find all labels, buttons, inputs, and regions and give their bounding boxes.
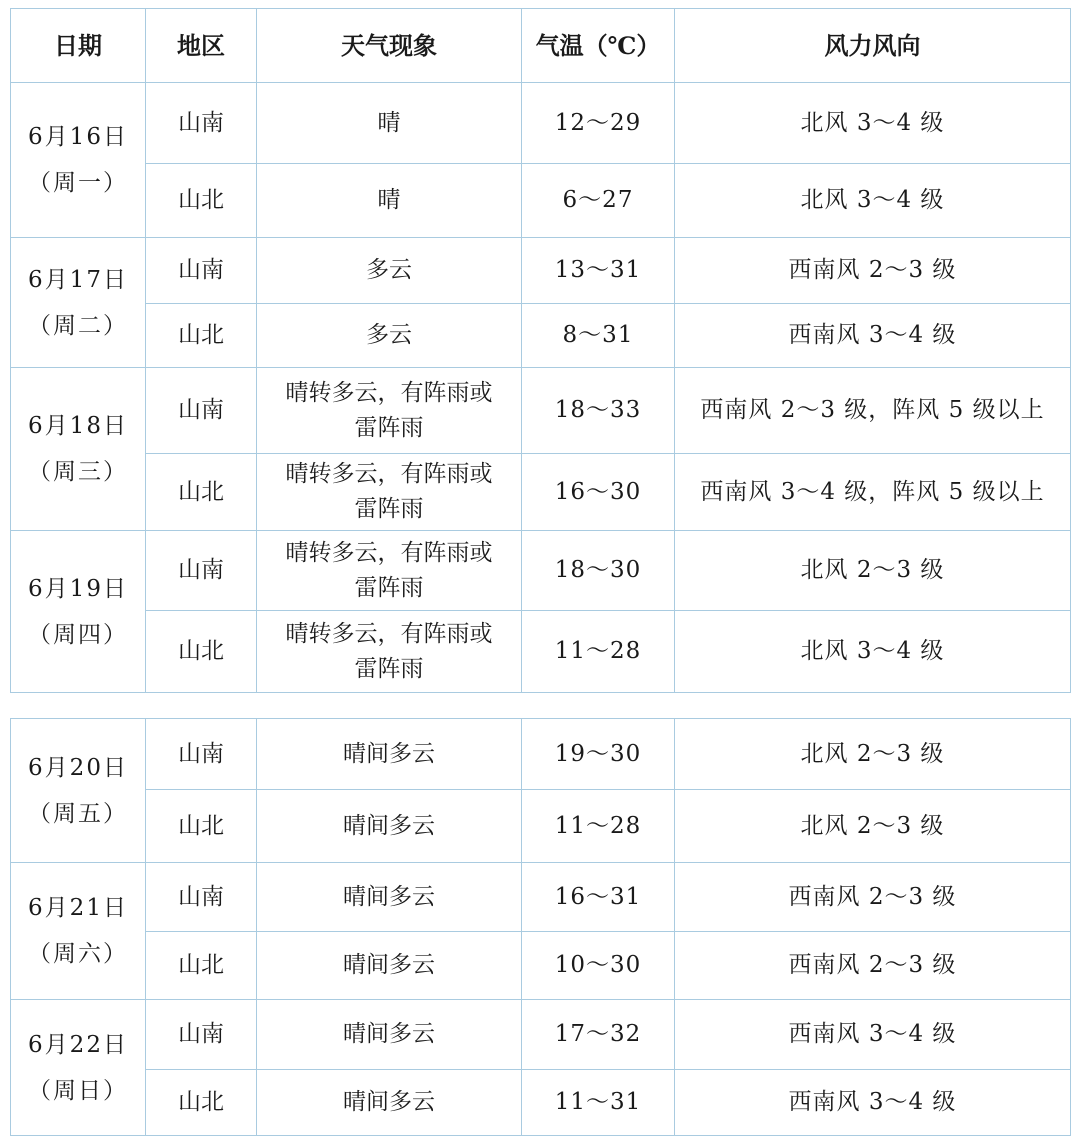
temp-cell: 6～27 xyxy=(522,164,675,238)
weather-cell: 晴间多云 xyxy=(257,719,522,790)
region-cell: 山南 xyxy=(146,238,257,304)
region-cell: 山北 xyxy=(146,164,257,238)
date-cell xyxy=(11,368,146,531)
wind-cell: 西南风 3～4 级，阵风 5 级以上 xyxy=(675,454,1071,531)
temp-cell: 16～31 xyxy=(522,863,675,932)
temp-cell: 12～29 xyxy=(522,83,675,164)
temp-cell: 16～30 xyxy=(522,454,675,531)
wind-cell: 北风 2～3 级 xyxy=(675,790,1071,863)
weather-cell: 晴转多云，有阵雨或雷阵雨 xyxy=(257,611,522,693)
weather-cell: 晴间多云 xyxy=(257,1070,522,1136)
date-cell xyxy=(11,719,146,863)
table-row xyxy=(11,932,1071,1000)
weather-cell: 晴 xyxy=(257,83,522,164)
weather-cell: 晴 xyxy=(257,164,522,238)
date-cell xyxy=(11,1000,146,1136)
table-row xyxy=(11,83,1071,164)
weekday-label: （周六） xyxy=(28,941,128,967)
wind-cell: 北风 3～4 级 xyxy=(675,611,1071,693)
region-cell: 山北 xyxy=(146,932,257,1000)
date-cell xyxy=(11,83,146,238)
forecast-table-2 xyxy=(10,718,1071,1136)
weather-cell: 多云 xyxy=(257,238,522,304)
weather-cell: 晴间多云 xyxy=(257,932,522,1000)
weekday-label: （周二） xyxy=(28,312,128,339)
header-date: 日期 xyxy=(11,9,146,83)
wind-cell: 西南风 2～3 级 xyxy=(675,863,1071,932)
table-row xyxy=(11,719,1071,790)
table-row xyxy=(11,454,1071,531)
region-cell: 山南 xyxy=(146,863,257,932)
date-label: 6月19日 xyxy=(28,575,128,602)
weekday-label: （周五） xyxy=(28,800,128,827)
weather-cell: 多云 xyxy=(257,304,522,368)
wind-cell: 北风 3～4 级 xyxy=(675,164,1071,238)
date-label: 6月17日 xyxy=(28,266,128,293)
weather-cell: 晴转多云，有阵雨或雷阵雨 xyxy=(257,368,522,454)
temp-cell: 18～33 xyxy=(522,368,675,454)
wind-cell: 西南风 3～4 级 xyxy=(675,1000,1071,1070)
temp-cell: 11～28 xyxy=(522,611,675,693)
table-row xyxy=(11,238,1071,304)
region-cell: 山北 xyxy=(146,304,257,368)
table-row xyxy=(11,164,1071,238)
temp-cell: 17～32 xyxy=(522,1000,675,1070)
table-row xyxy=(11,1000,1071,1070)
date-cell xyxy=(11,531,146,693)
weather-cell: 晴间多云 xyxy=(257,790,522,863)
temp-cell: 13～31 xyxy=(522,238,675,304)
wind-cell: 北风 3～4 级 xyxy=(675,83,1071,164)
temp-cell: 11～31 xyxy=(522,1070,675,1136)
wind-cell: 西南风 3～4 级 xyxy=(675,304,1071,368)
temp-cell: 8～31 xyxy=(522,304,675,368)
table-row xyxy=(11,304,1071,368)
header-region: 地区 xyxy=(146,9,257,83)
table-row xyxy=(11,790,1071,863)
weekday-label: （周日） xyxy=(28,1077,128,1104)
weekday-label: （周三） xyxy=(28,459,128,485)
wind-cell: 北风 2～3 级 xyxy=(675,719,1071,790)
wind-cell: 西南风 2～3 级，阵风 5 级以上 xyxy=(675,368,1071,454)
header-weather: 天气现象 xyxy=(257,9,522,83)
table-row xyxy=(11,1070,1071,1136)
header-wind: 风力风向 xyxy=(675,9,1071,83)
weather-cell: 晴间多云 xyxy=(257,1000,522,1070)
temp-cell: 11～28 xyxy=(522,790,675,863)
date-label: 6月16日 xyxy=(28,124,128,150)
wind-cell: 西南风 2～3 级 xyxy=(675,238,1071,304)
weather-cell: 晴转多云，有阵雨或雷阵雨 xyxy=(257,454,522,531)
region-cell: 山南 xyxy=(146,1000,257,1070)
weekday-label: （周四） xyxy=(28,621,128,648)
table-row xyxy=(11,368,1071,454)
date-label: 6月18日 xyxy=(28,413,128,439)
date-cell xyxy=(11,238,146,368)
header-row xyxy=(11,9,1071,83)
temp-cell: 10～30 xyxy=(522,932,675,1000)
region-cell: 山南 xyxy=(146,531,257,611)
region-cell: 山北 xyxy=(146,611,257,693)
region-cell: 山南 xyxy=(146,719,257,790)
table-row xyxy=(11,611,1071,693)
wind-cell: 北风 2～3 级 xyxy=(675,531,1071,611)
region-cell: 山南 xyxy=(146,83,257,164)
date-cell xyxy=(11,863,146,1000)
table-row xyxy=(11,863,1071,932)
temp-cell: 19～30 xyxy=(522,719,675,790)
wind-cell: 西南风 2～3 级 xyxy=(675,932,1071,1000)
table-row xyxy=(11,531,1071,611)
header-temp: 气温（℃） xyxy=(522,9,675,83)
weather-cell: 晴间多云 xyxy=(257,863,522,932)
date-label: 6月20日 xyxy=(28,754,128,781)
temp-cell: 18～30 xyxy=(522,531,675,611)
region-cell: 山北 xyxy=(146,790,257,863)
forecast-table-1 xyxy=(10,8,1071,693)
date-label: 6月22日 xyxy=(28,1031,128,1058)
region-cell: 山南 xyxy=(146,368,257,454)
date-label: 6月21日 xyxy=(28,895,128,921)
wind-cell: 西南风 3～4 级 xyxy=(675,1070,1071,1136)
region-cell: 山北 xyxy=(146,1070,257,1136)
weather-cell: 晴转多云，有阵雨或雷阵雨 xyxy=(257,531,522,611)
region-cell: 山北 xyxy=(146,454,257,531)
weekday-label: （周一） xyxy=(28,170,128,196)
